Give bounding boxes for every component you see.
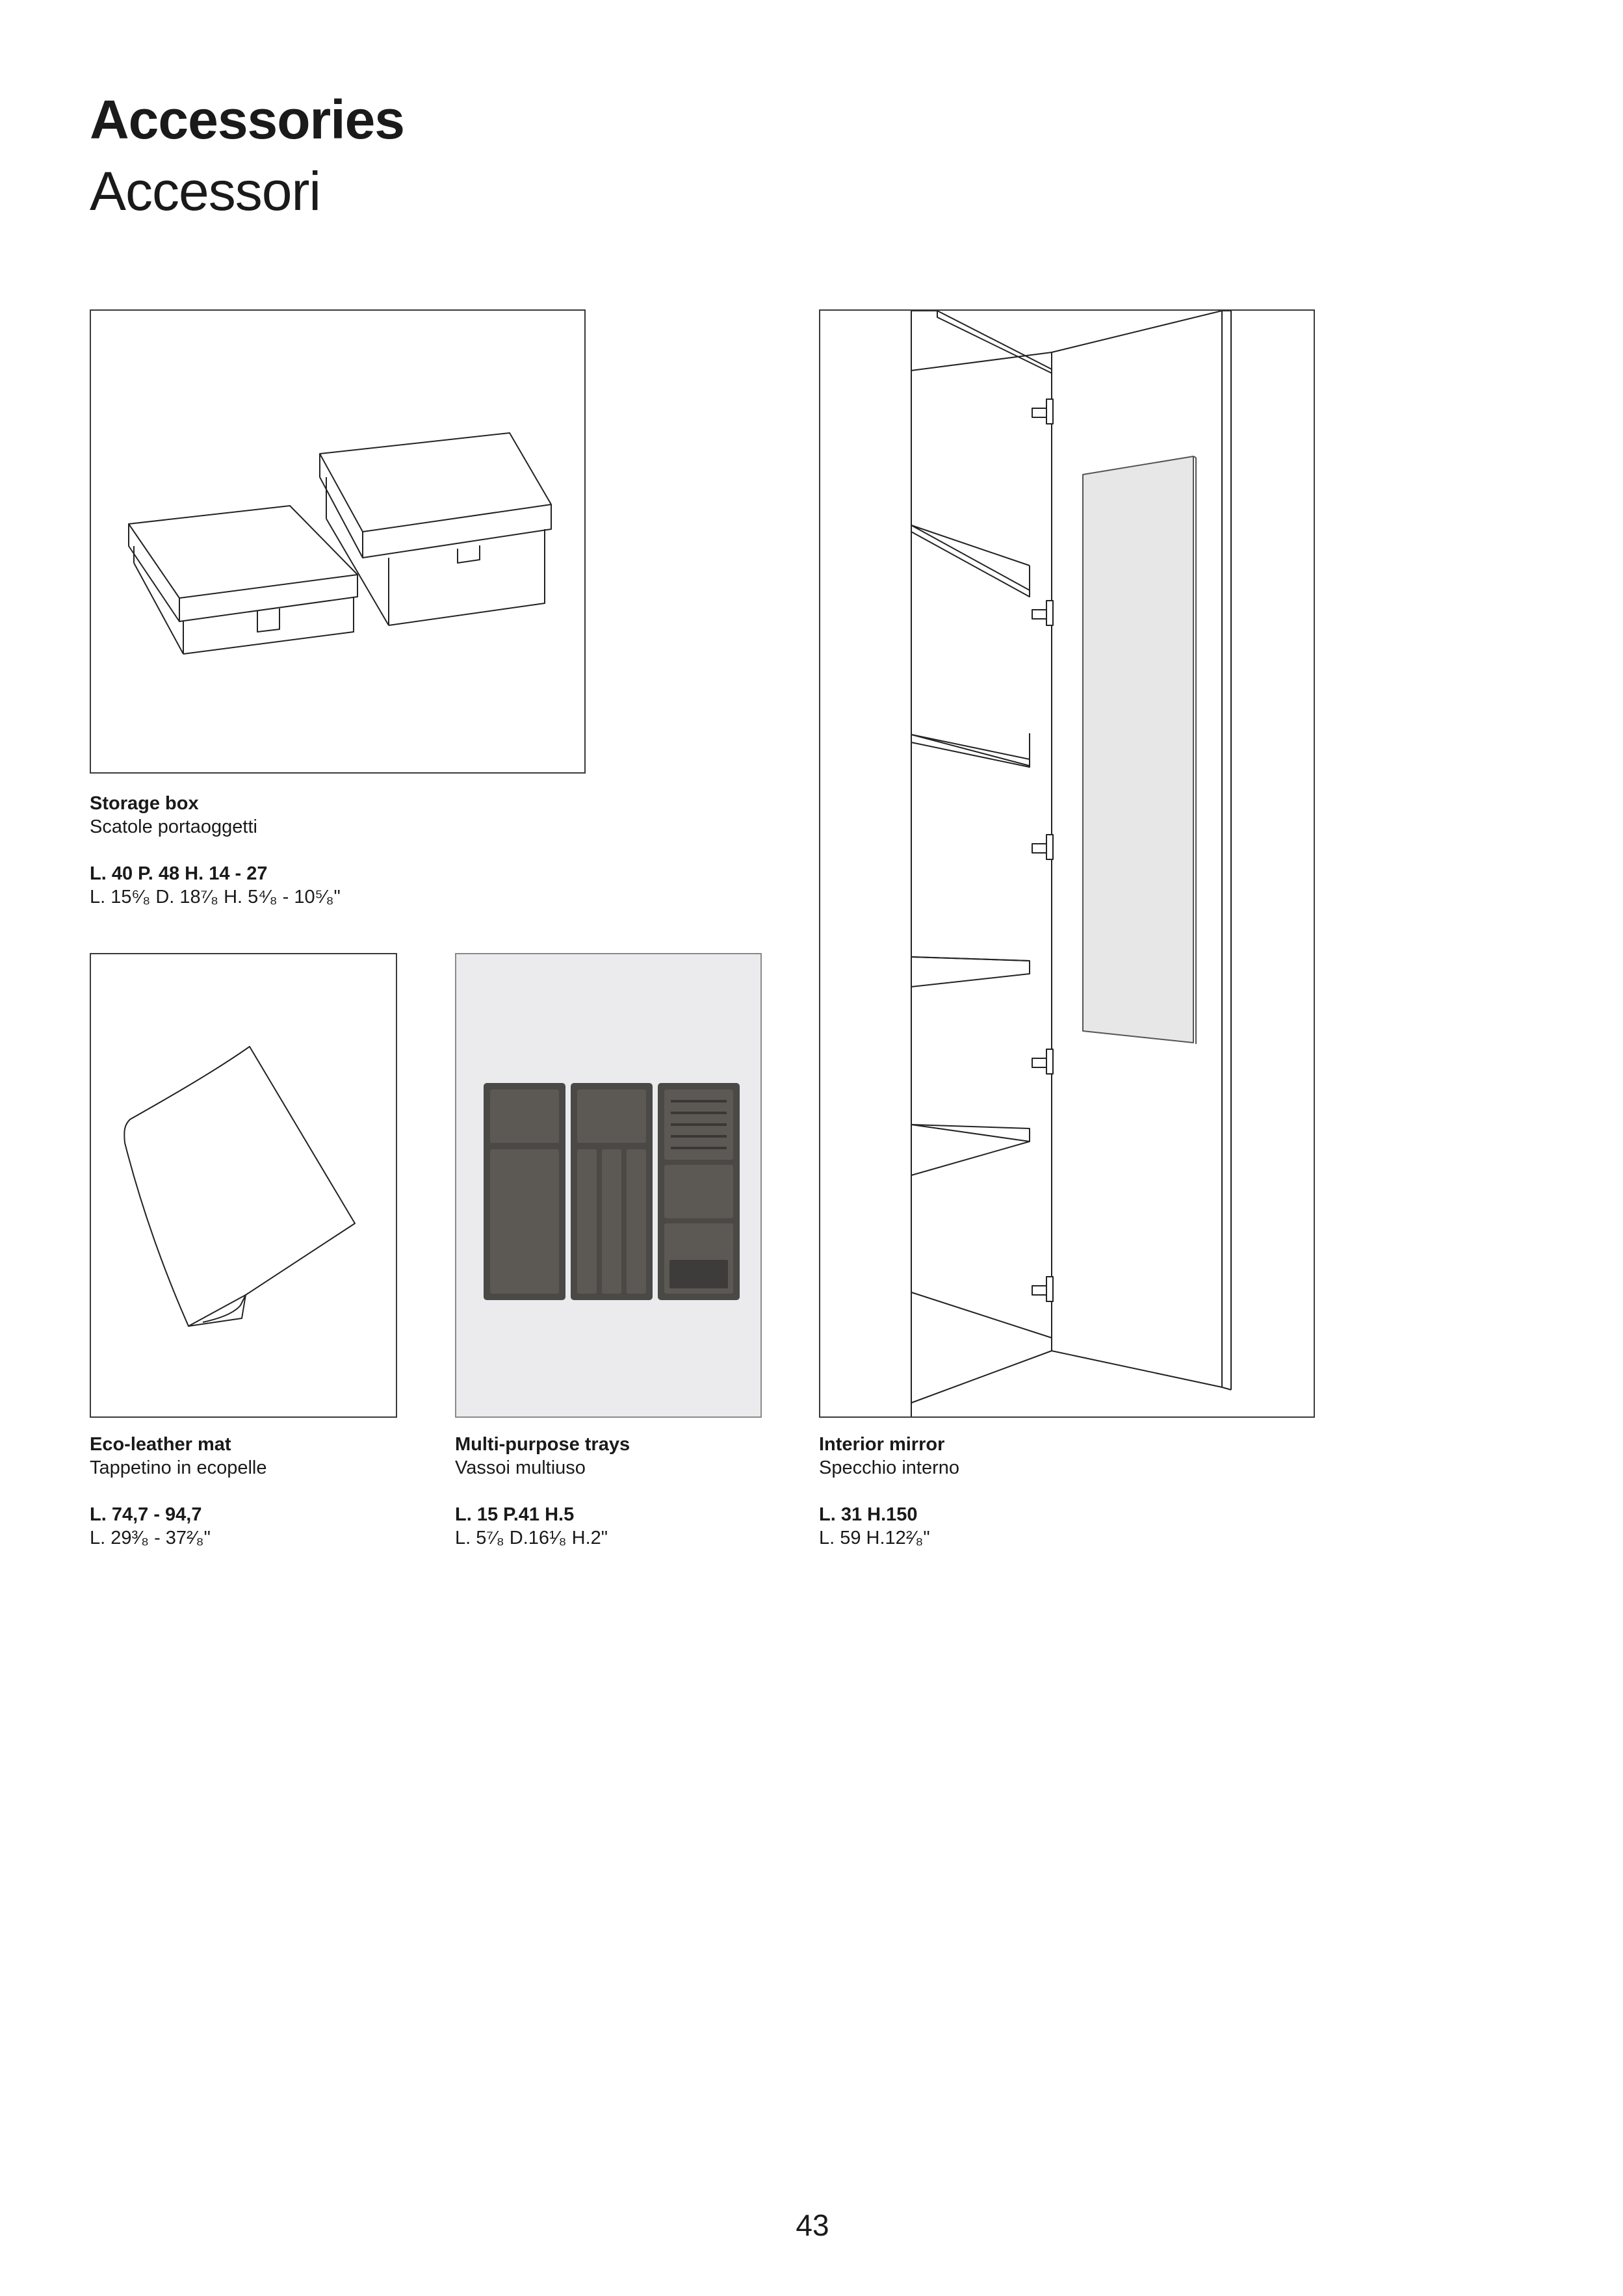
product-name-italian: Tappetino in ecopelle	[90, 1457, 267, 1478]
page-number: 43	[796, 2208, 829, 2242]
product-dimensions-inches: L. 29³⁄₈ - 37²⁄₈"	[90, 1528, 211, 1548]
multi-purpose-trays-photo	[455, 953, 762, 1418]
eco-leather-mat-illustration	[90, 953, 397, 1418]
product-name-italian: Scatole portaoggetti	[90, 816, 257, 837]
product-name-italian: Vassoi multiuso	[455, 1457, 586, 1478]
product-dimensions-inches: L. 15⁶⁄₈ D. 18⁷⁄₈ H. 5⁴⁄₈ - 10⁵⁄₈"	[90, 887, 341, 907]
page-title: Accessories	[90, 89, 405, 150]
product-name: Interior mirror	[819, 1434, 945, 1455]
product-dimensions-cm: L. 40 P. 48 H. 14 - 27	[90, 863, 268, 884]
page-subtitle: Accessori	[90, 161, 321, 222]
product-dimensions-cm: L. 31 H.150	[819, 1504, 918, 1525]
tray-middle	[571, 1083, 653, 1300]
product-name: Multi-purpose trays	[455, 1434, 630, 1455]
interior-mirror-caption	[819, 1433, 959, 1550]
product-name-italian: Specchio interno	[819, 1457, 960, 1478]
eco-leather-mat-caption	[90, 1433, 266, 1550]
product-name: Storage box	[90, 793, 199, 814]
product-dimensions-inches: L. 5⁷⁄₈ D.16¹⁄₈ H.2"	[455, 1528, 608, 1548]
tray-left	[484, 1083, 565, 1300]
multi-purpose-trays-caption	[455, 1433, 630, 1550]
product-dimensions-cm: L. 74,7 - 94,7	[90, 1504, 202, 1525]
product-dimensions-inches: L. 59 H.12²⁄₈"	[819, 1528, 930, 1548]
hinges	[1032, 399, 1053, 1301]
tray-right	[658, 1083, 740, 1300]
storage-box-illustration	[90, 309, 586, 774]
storage-box-caption	[90, 792, 341, 909]
product-name: Eco-leather mat	[90, 1434, 231, 1455]
interior-mirror-illustration	[819, 309, 1315, 1418]
product-dimensions-cm: L. 15 P.41 H.5	[455, 1504, 575, 1525]
